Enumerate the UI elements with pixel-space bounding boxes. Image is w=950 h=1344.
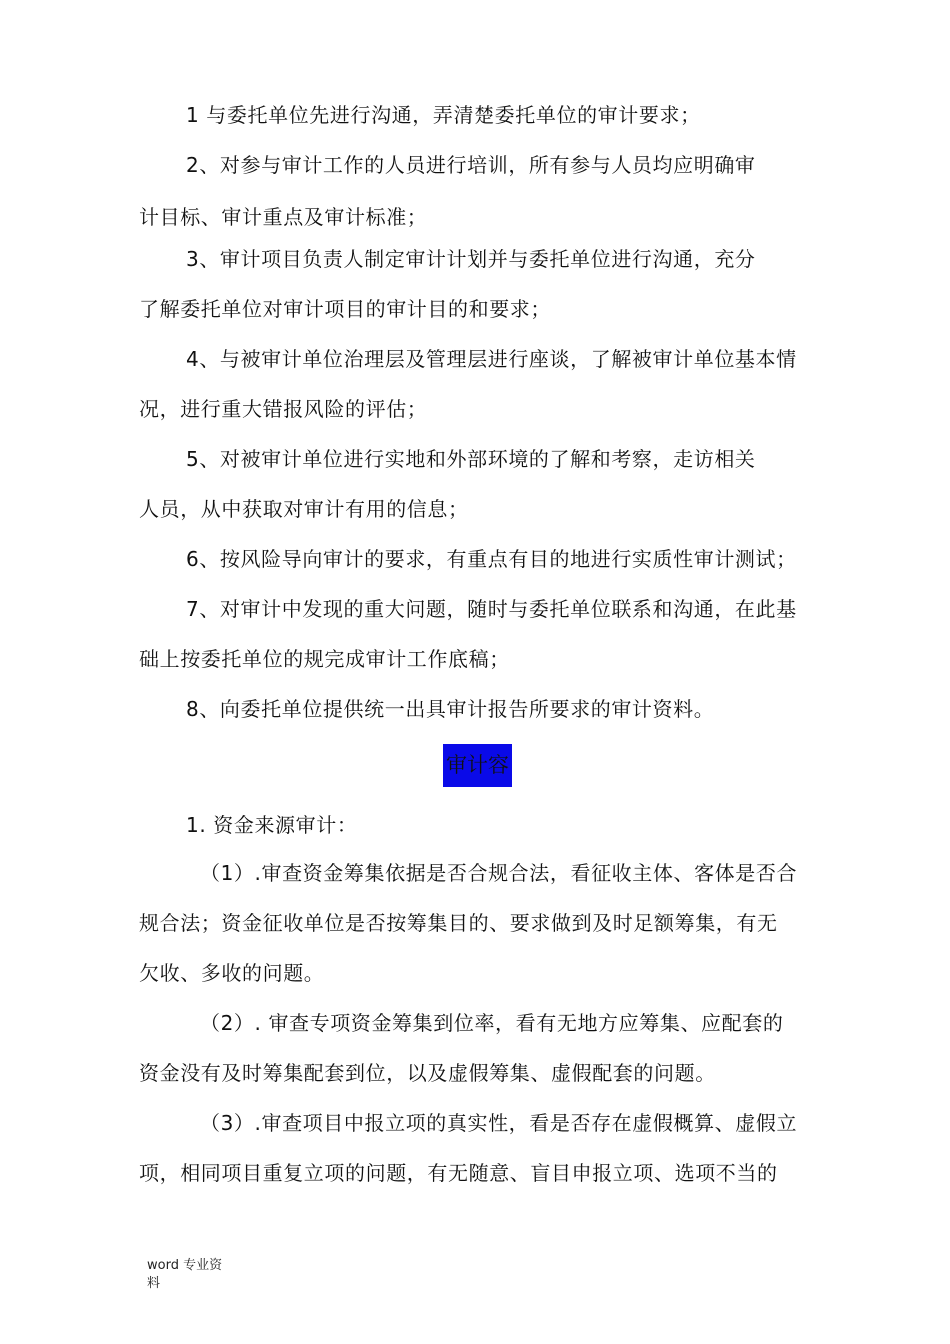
paragraph-line: 3、审计项目负责人制定审计计划并与委托单位进行沟通，充分 bbox=[186, 247, 756, 271]
section-line: 1. 资金来源审计： bbox=[186, 813, 358, 837]
section-line: 欠收、多收的问题。 bbox=[139, 961, 325, 985]
paragraph-line: 4、与被审计单位治理层及管理层进行座谈，了解被审计单位基本情 bbox=[186, 347, 797, 371]
section-line: 项，相同项目重复立项的问题，有无随意、盲目申报立项、选项不当的 bbox=[139, 1161, 778, 1185]
footer-text: word 专业资 bbox=[147, 1258, 223, 1273]
section-line: （2）. 审查专项资金筹集到位率，看有无地方应筹集、应配套的 bbox=[200, 1011, 784, 1035]
paragraph-line: 计目标、审计重点及审计标准； bbox=[139, 205, 428, 229]
paragraph-line: 5、对被审计单位进行实地和外部环境的了解和考察，走访相关 bbox=[186, 447, 756, 471]
paragraph-line: 础上按委托单位的规完成审计工作底稿； bbox=[139, 647, 510, 671]
footer-text: 料 bbox=[147, 1276, 161, 1291]
paragraph-line: 了解委托单位对审计项目的审计目的和要求； bbox=[139, 297, 551, 321]
paragraph-line: 2、对参与审计工作的人员进行培训，所有参与人员均应明确审 bbox=[186, 153, 756, 177]
section-line: 资金没有及时筹集配套到位，以及虚假筹集、虚假配套的问题。 bbox=[139, 1061, 716, 1085]
paragraph-line: 6、按风险导向审计的要求，有重点有目的地进行实质性审计测试； bbox=[186, 547, 797, 571]
paragraph-line: 7、对审计中发现的重大问题，随时与委托单位联系和沟通，在此基 bbox=[186, 597, 797, 621]
section-line: （3）.审查项目中报立项的真实性，看是否存在虚假概算、虚假立 bbox=[200, 1111, 798, 1135]
section-line: 规合法；资金征收单位是否按筹集目的、要求做到及时足额筹集，有无 bbox=[139, 911, 778, 935]
paragraph-line: 1 与委托单位先进行沟通，弄清楚委托单位的审计要求； bbox=[186, 103, 701, 127]
paragraph-line: 况，进行重大错报风险的评估； bbox=[139, 397, 428, 421]
paragraph-line: 8、向委托单位提供统一出具审计报告所要求的审计资料。 bbox=[186, 697, 715, 721]
section-line: （1）.审查资金筹集依据是否合规合法，看征收主体、客体是否合 bbox=[200, 861, 798, 885]
section-heading: 审计容 bbox=[443, 744, 512, 787]
paragraph-line: 人员，从中获取对审计有用的信息； bbox=[139, 497, 469, 521]
